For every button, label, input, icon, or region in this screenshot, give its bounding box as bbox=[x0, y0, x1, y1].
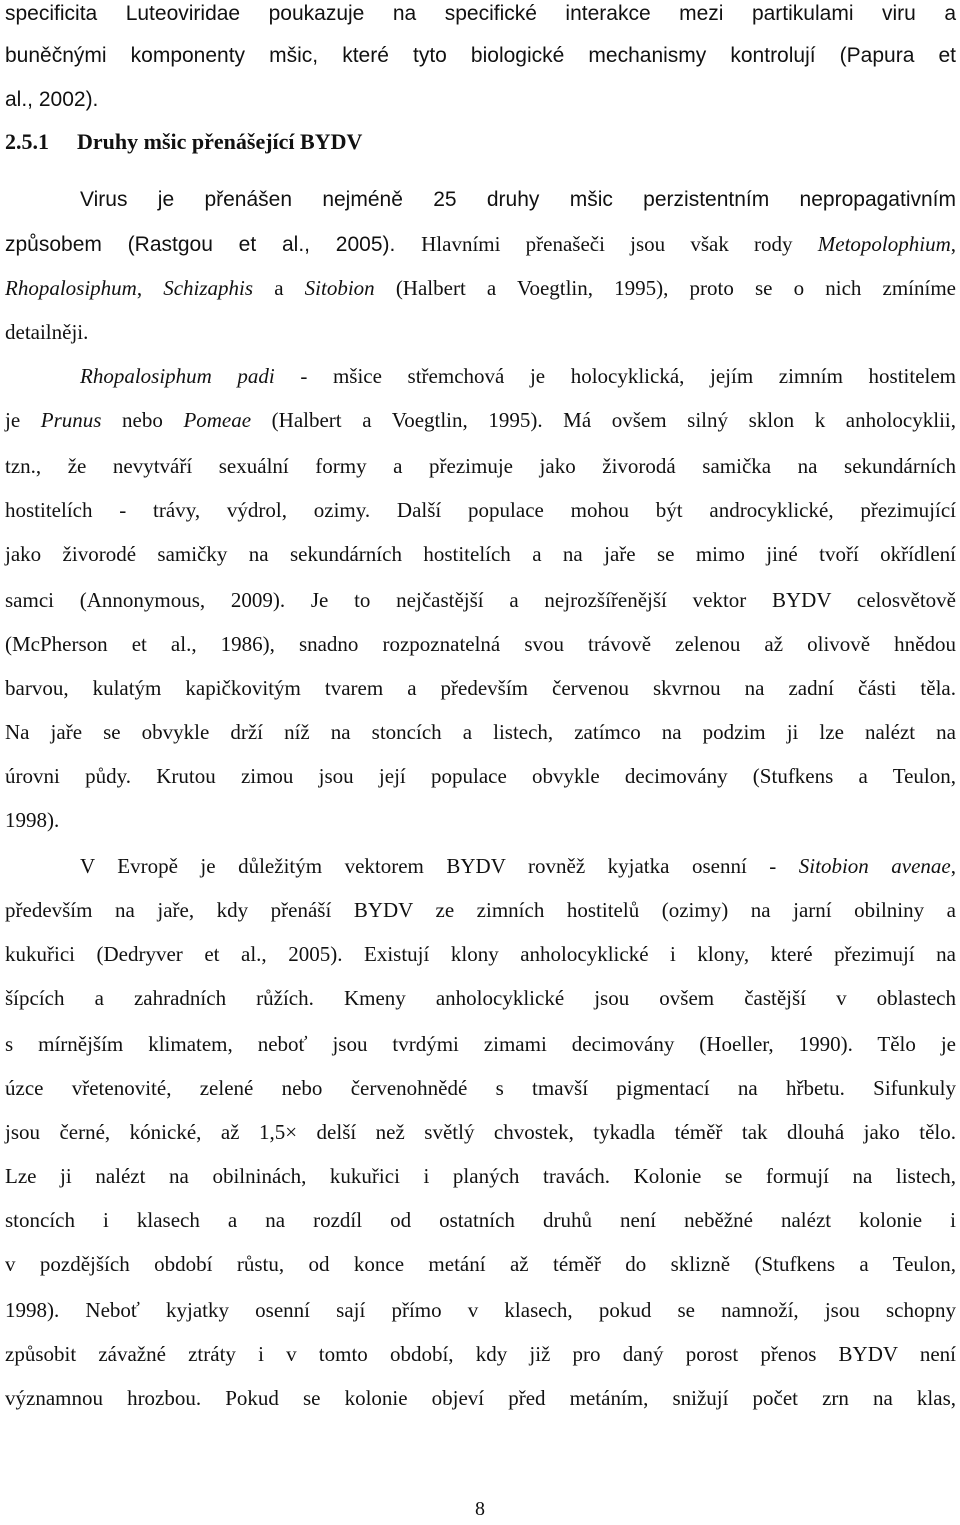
text-segment: samci (Annonymous, 2009). Je to nejčastější a nejrozšířenější vektor BYDV celosvětově bbox=[5, 588, 956, 612]
text-line-10 bbox=[5, 406, 956, 434]
text-segment: je bbox=[5, 408, 41, 432]
text-segment: detailněji. bbox=[5, 320, 89, 344]
text-segment: - mšice střemchová je holocyklická, jejím zimním hostitelem bbox=[274, 364, 957, 388]
text-segment: s mírnějším klimatem, neboť jsou tvrdými zimami decimovány (Hoeller, 1990). Tělo je bbox=[5, 1032, 956, 1056]
italic-taxon: Rhopalosiphum padi bbox=[80, 364, 275, 388]
text-line-13 bbox=[5, 540, 956, 568]
text-line-2 bbox=[5, 42, 956, 70]
text-segment: (Halbert a Voegtlin, 1995). Má ovšem silný sklon k anholocyklii, bbox=[251, 408, 957, 432]
text-line-8 bbox=[5, 318, 956, 346]
text-line-28 bbox=[5, 1206, 956, 1234]
text-line-27 bbox=[5, 1162, 956, 1190]
text-line-5 bbox=[80, 186, 956, 214]
italic-taxon: Schizaphis bbox=[163, 276, 254, 300]
section-number: 2.5.1 bbox=[5, 129, 49, 154]
text-segment: specificita Luteoviridae poukazuje na specifické interakce mezi partikulami viru a bbox=[5, 2, 956, 25]
text-line-29 bbox=[5, 1250, 956, 1278]
text-segment: šípcích a zahradních růžích. Kmeny anholocyklické jsou ovšem častější v oblastech bbox=[5, 986, 956, 1010]
text-line-15 bbox=[5, 630, 956, 658]
text-line-30 bbox=[5, 1296, 956, 1324]
text-segment: jako živorodé samičky na sekundárních hostitelích a na jaře se mimo jiné tvoří okřídlení bbox=[5, 542, 956, 566]
text-segment: (McPherson et al., 1986), snadno rozpoznatelná svou trávově zelenou až olivově hnědou bbox=[5, 632, 956, 656]
text-segment: (Halbert a Voegtlin, 1995), proto se o nich zmíníme bbox=[374, 276, 957, 300]
text-segment: Lze ji nalézt na obilninách, kukuřici i planých travách. Kolonie se formují na listech, bbox=[5, 1164, 956, 1188]
text-segment: především na jaře, kdy přenáší BYDV ze zimních hostitelů (ozimy) na jarní obilniny a bbox=[5, 898, 956, 922]
text-line-17 bbox=[5, 718, 956, 746]
text-line-16 bbox=[5, 674, 956, 702]
italic-taxon: Pomeae bbox=[183, 408, 252, 432]
italic-taxon: Metopolophium bbox=[817, 232, 951, 256]
text-line-1 bbox=[5, 0, 956, 28]
text-segment: , bbox=[950, 232, 956, 256]
text-line-19 bbox=[5, 806, 956, 834]
text-line-32 bbox=[5, 1384, 956, 1412]
text-segment: stoncích i klasech a na rozdíl od ostatních druhů není neběžné nalézt kolonie i bbox=[5, 1208, 956, 1232]
text-segment: buněčnými komponenty mšic, které tyto biologické mechanismy kontrolují (Papura et bbox=[5, 44, 956, 67]
text-line-22 bbox=[5, 940, 956, 968]
italic-taxon: Sitobion avenae bbox=[798, 854, 951, 878]
text-segment: nebo bbox=[101, 408, 184, 432]
text-segment: barvou, kulatým kapičkovitým tvarem a především červenou skvrnou na zadní části těla. bbox=[5, 676, 956, 700]
text-segment: jsou černé, kónické, až 1,5× delší než světlý chvostek, tykadla téměř tak dlouhá jako tělo. bbox=[5, 1120, 956, 1144]
section-heading bbox=[5, 128, 956, 156]
text-line-18 bbox=[5, 762, 956, 790]
text-segment: hostitelích - trávy, výdrol, ozimy. Další populace mohou být androcyklické, přezimující bbox=[5, 498, 956, 522]
text-segment: 1998). bbox=[5, 808, 60, 832]
page-number: 8 bbox=[475, 1498, 485, 1520]
text-line-21 bbox=[5, 896, 956, 924]
text-segment: Hlavními přenašeči jsou však rody bbox=[421, 232, 818, 256]
text-segment: v pozdějších období růstu, od konce metání až téměř do sklizně (Stufkens a Teulon, bbox=[5, 1252, 956, 1276]
section-title: Druhy mšic přenášející BYDV bbox=[77, 129, 363, 154]
italic-taxon: Prunus bbox=[40, 408, 102, 432]
text-line-25 bbox=[5, 1074, 956, 1102]
text-line-24 bbox=[5, 1030, 956, 1058]
text-segment: kukuřici (Dedryver et al., 2005). Existují klony anholocyklické i klony, které přezimují na bbox=[5, 942, 956, 966]
text-line-14 bbox=[5, 586, 956, 614]
text-segment: úzce vřetenovité, zelené nebo červenohnědé s tmavší pigmentací na hřbetu. Sifunkuly bbox=[5, 1076, 956, 1100]
text-line-6 bbox=[5, 230, 956, 258]
text-line-11 bbox=[5, 452, 956, 480]
text-segment: a bbox=[253, 276, 305, 300]
italic-taxon: Rhopalosiphum bbox=[5, 276, 137, 300]
text-line-7 bbox=[5, 274, 956, 302]
text-segment: al., 2002). bbox=[5, 88, 99, 111]
text-line-20 bbox=[80, 852, 956, 880]
text-line-9 bbox=[80, 362, 956, 390]
italic-taxon: Sitobion bbox=[304, 276, 375, 300]
text-segment: V Evropě je důležitým vektorem BYDV rovněž kyjatka osenní - bbox=[80, 854, 799, 878]
text-line-3 bbox=[5, 86, 956, 114]
text-segment: Virus je přenášen nejméně 25 druhy mšic perzistentním nepropagativním bbox=[80, 188, 956, 211]
text-segment: způsobit závažné ztráty i v tomto období, kdy již pro daný porost přenos BYDV není bbox=[5, 1342, 956, 1366]
text-segment: , bbox=[136, 276, 164, 300]
text-segment: tzn., že nevytváří sexuální formy a přezimuje jako živorodá samička na sekundárních bbox=[5, 454, 956, 478]
text-segment: úrovni půdy. Krutou zimou jsou její populace obvykle decimovány (Stufkens a Teulon, bbox=[5, 764, 956, 788]
text-line-23 bbox=[5, 984, 956, 1012]
text-segment: , bbox=[950, 854, 956, 878]
text-segment: Na jaře se obvykle drží níž na stoncích a listech, zatímco na podzim ji lze nalézt na bbox=[5, 720, 956, 744]
text-line-31 bbox=[5, 1340, 956, 1368]
text-segment: 1998). Neboť kyjatky osenní sají přímo v klasech, pokud se namnoží, jsou schopny bbox=[5, 1298, 956, 1322]
text-line-26 bbox=[5, 1118, 956, 1146]
text-segment: významnou hrozbou. Pokud se kolonie objeví před metáním, snižují počet zrn na klas, bbox=[5, 1386, 956, 1410]
text-line-12 bbox=[5, 496, 956, 524]
text-segment: způsobem (Rastgou et al., 2005). bbox=[5, 233, 422, 256]
